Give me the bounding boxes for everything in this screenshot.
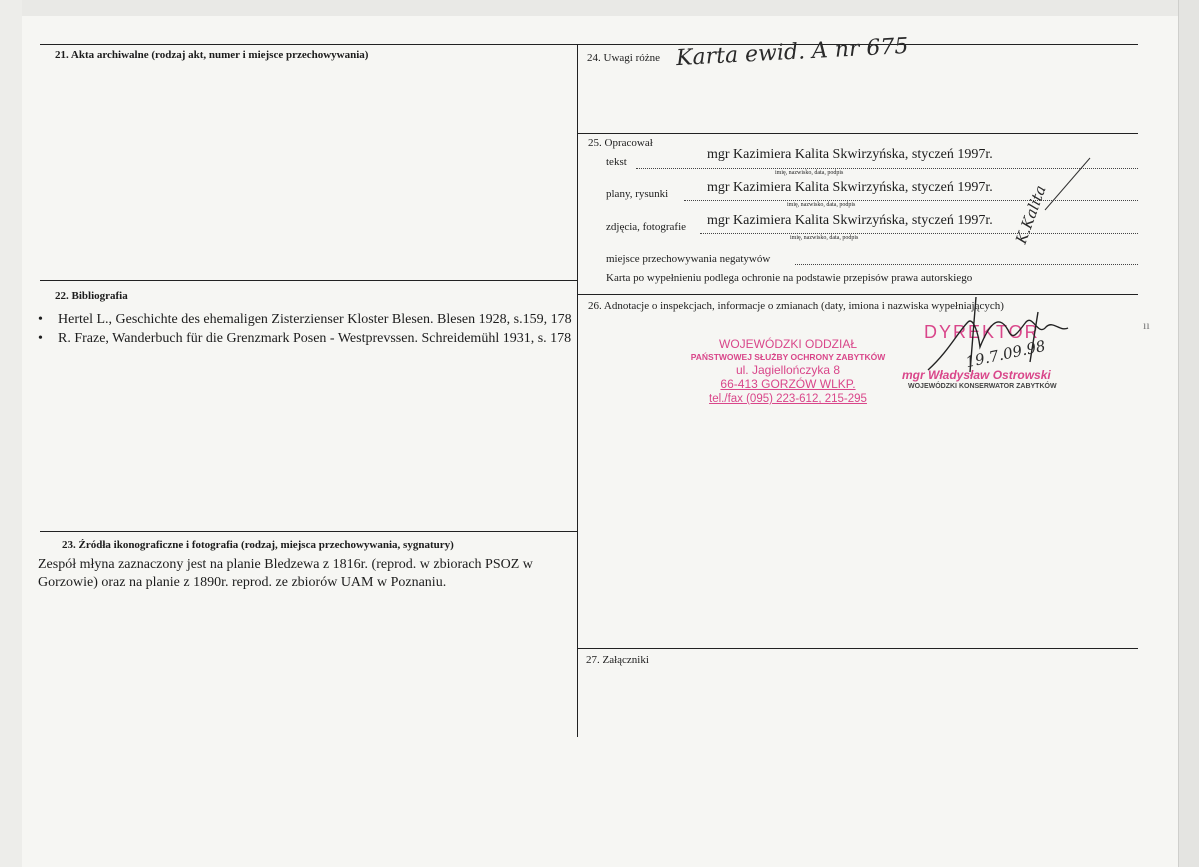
- margin-mark: ıı: [1143, 318, 1150, 332]
- scan-right-edge: [1178, 0, 1199, 867]
- stamp-line: WOJEWÓDZKI ODDZIAŁ: [719, 337, 857, 351]
- section-24-title: 24. Uwagi różne: [587, 52, 661, 64]
- column-divider: [577, 44, 578, 737]
- stamp-line: ul. Jagiellończyka 8: [735, 363, 841, 377]
- director-stamp-title: DYREKTOR: [924, 322, 1040, 342]
- signature-stroke: [1040, 150, 1100, 220]
- rule-24-25: [578, 133, 1138, 134]
- author-signature: K.Kalita: [1012, 182, 1050, 247]
- plany-label: plany, rysunki: [606, 188, 669, 200]
- rule-22-23: [40, 531, 577, 532]
- zdjecia-dotted-line: [700, 233, 1138, 234]
- plany-caption: imię, nazwisko, data, podpis: [787, 202, 856, 208]
- director-stamp-role: WOJEWÓDZKI KONSERWATOR ZABYTKÓW: [908, 383, 1057, 390]
- stamp-line: 66-413 GORZÓW WLKP.: [720, 377, 856, 391]
- negatywy-dotted-line: [795, 264, 1138, 265]
- director-stamp-name: mgr Władysław Ostrowski: [902, 368, 1051, 382]
- director-signature-icon: [918, 292, 1088, 382]
- rule-21-22: [40, 280, 577, 281]
- section-23-title: 23. Źródła ikonograficzne i fotografia (rodzaj, miejsca przechowywania, sygnatury): [62, 539, 454, 551]
- bullet-icon: •: [38, 312, 43, 327]
- bibliography-text: R. Fraze, Wanderbuch für die Grenzmark Posen - Westprevssen. Schreidemühl 1931, s. 178: [58, 331, 572, 346]
- section-22-title: 22. Bibliografia: [55, 290, 128, 302]
- section-21-title: 21. Akta archiwalne (rodzaj akt, numer i miejsce przechowywania): [55, 49, 369, 61]
- section-25-title: 25. Opracował: [588, 137, 653, 149]
- stamp-line: PAŃSTWOWEJ SŁUŻBY OCHRONY ZABYTKÓW: [690, 352, 886, 362]
- handwritten-card-number: Karta ewid. A nr 675: [675, 33, 910, 72]
- stamp-line: tel./fax (095) 223-612, 215-295: [709, 393, 867, 405]
- scan-top-edge: [0, 0, 1199, 16]
- rule-26-27: [578, 648, 1138, 649]
- bullet-icon: •: [38, 331, 43, 346]
- tekst-label: tekst: [606, 156, 627, 168]
- copyright-note: Karta po wypełnieniu podlega ochronie na podstawie przepisów prawa autorskiego: [606, 272, 973, 284]
- section-27-title: 27. Załączniki: [586, 654, 649, 666]
- iconography-line-2: Gorzowie) oraz na planie z 1890r. reprod. ze zbiorów UAM w Poznaniu.: [38, 575, 447, 590]
- scan-left-edge: [0, 0, 22, 867]
- plany-value: mgr Kazimiera Kalita Skwirzyńska, styczeń 1997r.: [707, 180, 993, 195]
- iconography-line-1: Zespół młyna zaznaczony jest na planie Bledzewa z 1816r. (reprod. w zbiorach PSOZ w: [38, 557, 533, 572]
- tekst-value: mgr Kazimiera Kalita Skwirzyńska, styczeń 1997r.: [707, 147, 993, 162]
- tekst-caption: imię, nazwisko, data, podpis: [775, 170, 844, 176]
- negatywy-label: miejsce przechowywania negatywów: [606, 253, 771, 265]
- institution-stamp: [688, 337, 888, 407]
- signature-date: 19.7.09.98: [964, 336, 1048, 372]
- zdjecia-label: zdjęcia, fotografie: [606, 221, 687, 233]
- bibliography-item: [38, 331, 571, 347]
- section-26-title: 26. Adnotacje o inspekcjach, informacje o zmianach (daty, imiona i nazwiska wypełniających): [588, 300, 1004, 312]
- bibliography-text: Hertel L., Geschichte des ehemaligen Zisterzienser Kloster Blesen. Blesen 1928, s.159, 178: [58, 312, 572, 327]
- bibliography-item: [38, 312, 572, 328]
- zdjecia-caption: imię, nazwisko, data, podpis: [790, 235, 859, 241]
- top-rule: [40, 44, 1138, 45]
- zdjecia-value: mgr Kazimiera Kalita Skwirzyńska, styczeń 1997r.: [707, 213, 993, 228]
